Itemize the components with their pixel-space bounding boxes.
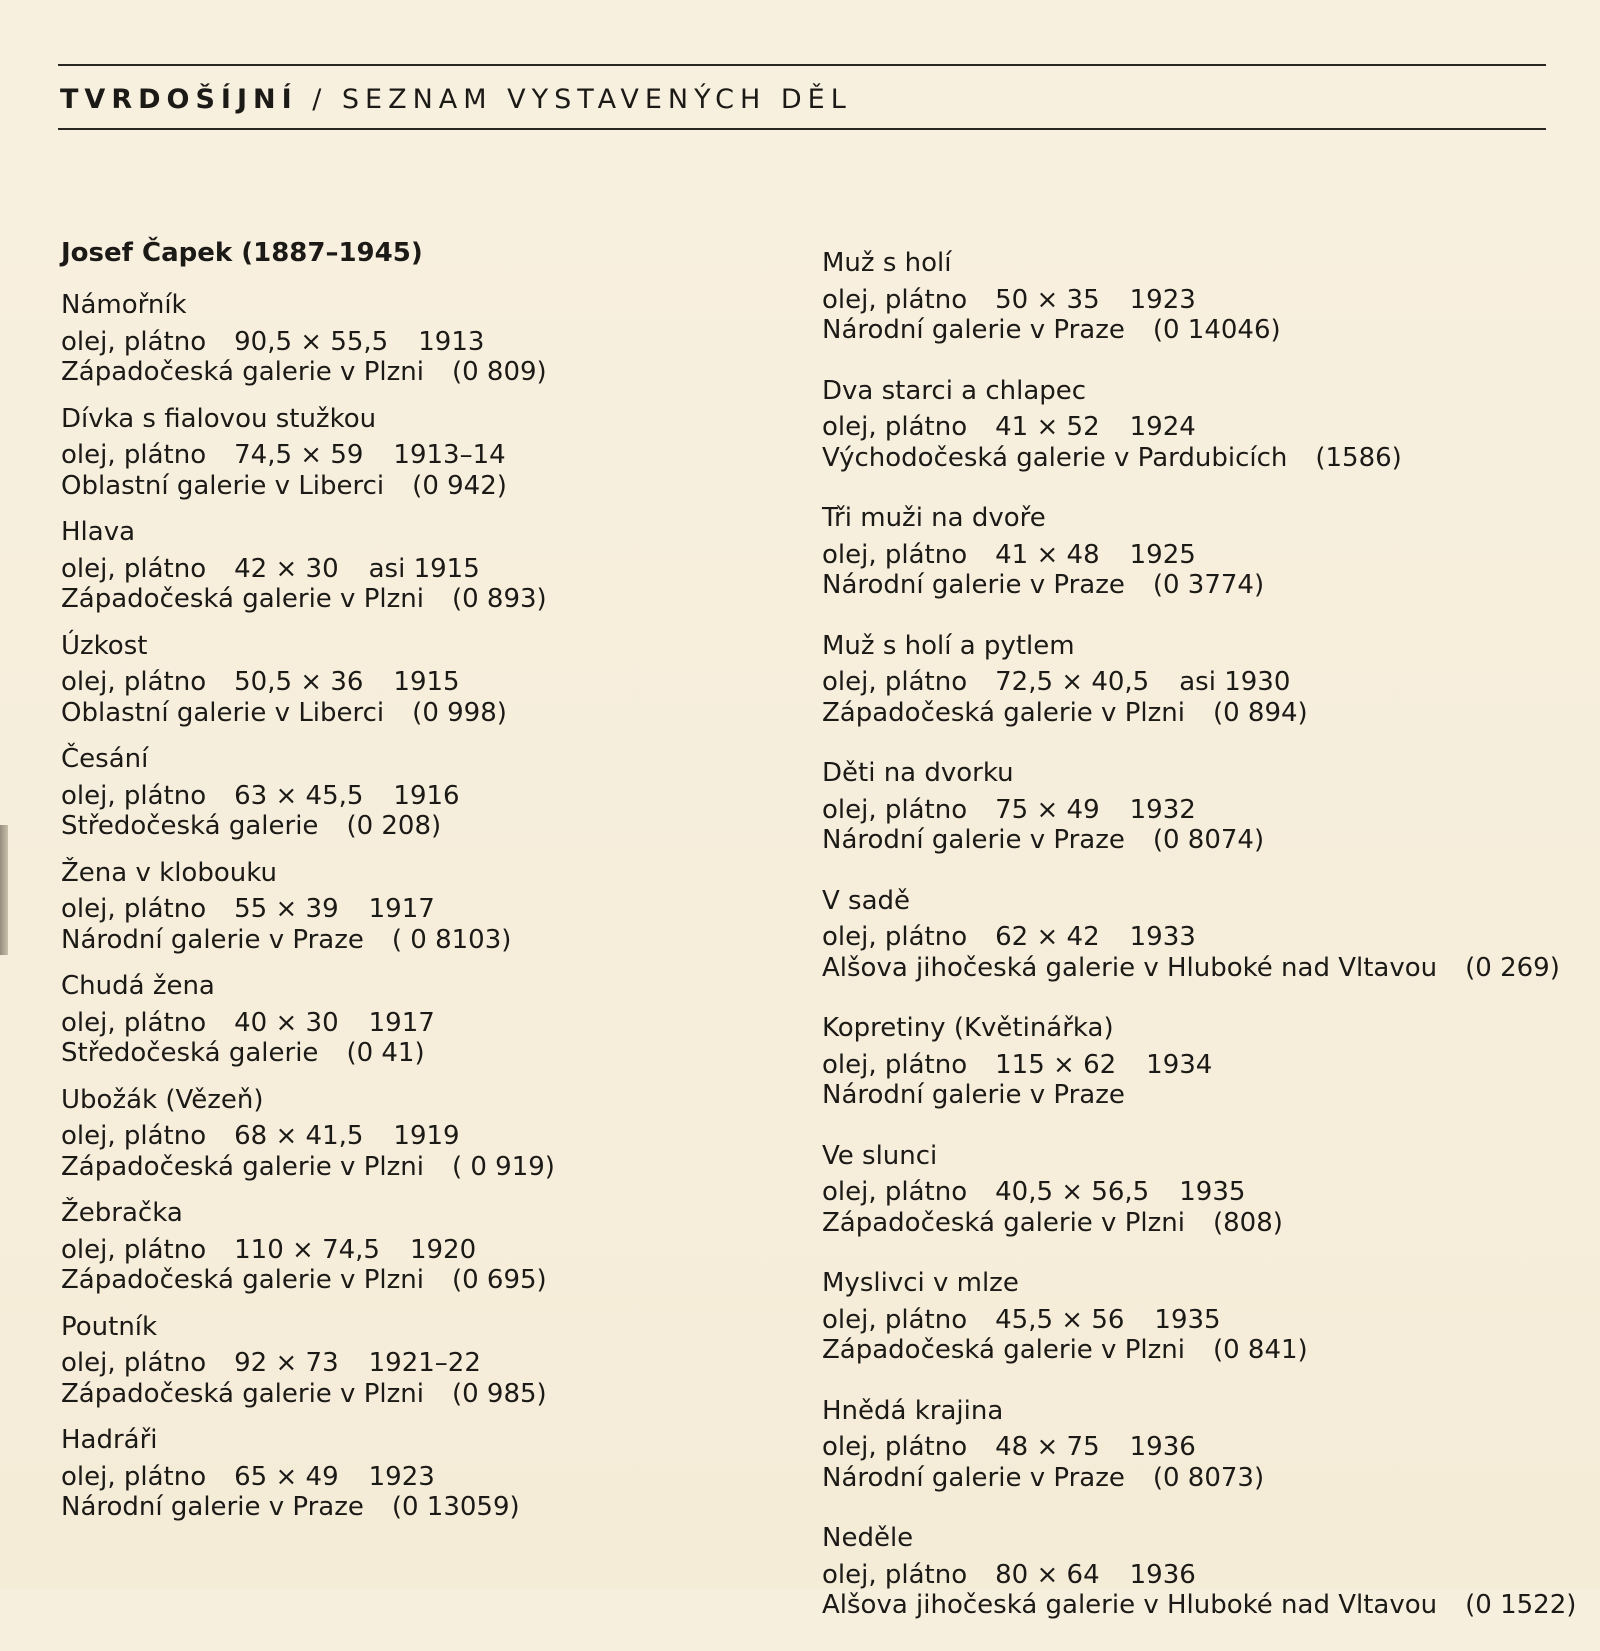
artwork-medium: olej, plátno [822, 412, 968, 442]
artwork-details [61, 1348, 791, 1379]
artwork-details [61, 554, 791, 585]
artwork-inventory-number: ( 0 8103) [391, 924, 512, 955]
artwork-collection: Oblastní galerie v Liberci [61, 470, 385, 501]
artwork-title: Úzkost [61, 630, 148, 661]
artwork-title: Žebračka [61, 1198, 183, 1228]
artwork-collection: Západočeská galerie v Plzni [61, 357, 424, 387]
artwork-collection: Západočeská galerie v Plzni [822, 697, 1185, 728]
artwork-details [822, 1177, 1582, 1208]
artwork-provenance [61, 698, 791, 729]
artwork-provenance [61, 811, 791, 842]
artwork-medium: olej, plátno [822, 1432, 968, 1462]
artwork-year: asi 1930 [1179, 667, 1291, 697]
artwork-inventory-number: (0 985) [451, 1378, 547, 1409]
artwork-title: Námořník [61, 290, 187, 320]
artwork-entry [61, 971, 791, 1069]
artwork-entry [822, 1013, 1582, 1111]
artwork-dimensions: 42 × 30 [234, 553, 339, 584]
header-subtitle: / SEZNAM VYSTAVENÝCH DĚL [297, 84, 852, 115]
artwork-inventory-number: (0 998) [412, 697, 507, 728]
artwork-entry [822, 886, 1582, 984]
artwork-inventory-number: (0 942) [412, 470, 507, 501]
artwork-entry [61, 631, 791, 729]
artwork-year: 1919 [393, 1121, 460, 1151]
artwork-provenance [61, 471, 791, 502]
artwork-inventory-number: (0 13059) [391, 1492, 520, 1522]
artwork-details [822, 1050, 1582, 1081]
artwork-entry [61, 744, 791, 842]
artwork-entry [822, 376, 1582, 474]
artwork-year: 1921–22 [368, 1348, 481, 1378]
artwork-title: Tři muži na dvoře [822, 503, 1046, 533]
artwork-dimensions: 90,5 × 55,5 [234, 326, 389, 357]
artwork-dimensions: 115 × 62 [995, 1049, 1117, 1080]
artwork-medium: olej, plátno [61, 553, 207, 584]
artwork-provenance [61, 1492, 791, 1523]
artwork-details [61, 781, 791, 812]
artwork-inventory-number: (0 8074) [1152, 825, 1265, 855]
artwork-title: Kopretiny (Květinářka) [822, 1013, 1114, 1043]
artwork-year: 1936 [1129, 1432, 1196, 1462]
artwork-medium: olej, plátno [61, 780, 207, 811]
artwork-dimensions: 50,5 × 36 [234, 667, 364, 697]
artwork-details [61, 327, 791, 358]
artwork-year: 1935 [1179, 1177, 1246, 1207]
artwork-dimensions: 40,5 × 56,5 [995, 1177, 1150, 1207]
artwork-provenance [61, 357, 791, 388]
artwork-inventory-number: (0 3774) [1152, 570, 1265, 600]
header-rule-top [58, 64, 1546, 66]
artwork-inventory-number: (0 269) [1465, 952, 1560, 983]
header-rule-bottom [58, 128, 1546, 130]
artwork-provenance [822, 1463, 1582, 1494]
artwork-entry [61, 1198, 791, 1296]
artwork-entry [822, 1396, 1582, 1494]
artwork-inventory-number: (0 894) [1212, 697, 1308, 728]
artwork-medium: olej, plátno [61, 1461, 207, 1492]
artwork-title: Chudá žena [61, 971, 215, 1001]
artwork-medium: olej, plátno [61, 326, 207, 357]
artwork-medium: olej, plátno [822, 1049, 968, 1080]
artwork-inventory-number: (0 841) [1212, 1335, 1308, 1365]
artwork-details [822, 795, 1582, 826]
artwork-details [61, 1121, 791, 1152]
artwork-provenance [61, 584, 791, 615]
artwork-year: 1932 [1129, 794, 1196, 825]
artwork-dimensions: 110 × 74,5 [234, 1234, 380, 1265]
artwork-provenance [822, 1335, 1582, 1366]
artwork-title: Dívka s fialovou stužkou [61, 403, 377, 434]
artwork-provenance [61, 1379, 791, 1410]
artwork-medium: olej, plátno [61, 1234, 207, 1265]
left-column [61, 236, 791, 1539]
artwork-medium: olej, plátno [61, 894, 207, 924]
artwork-collection: Alšova jihočeská galerie v Hluboké nad Vltavou [822, 1590, 1438, 1620]
artwork-year: 1923 [1129, 284, 1196, 315]
artwork-collection: Východočeská galerie v Pardubicích [822, 442, 1288, 473]
artwork-dimensions: 48 × 75 [995, 1432, 1100, 1462]
artwork-year: 1936 [1129, 1559, 1196, 1590]
artwork-year: 1913–14 [393, 440, 506, 470]
page-header [60, 82, 852, 118]
artwork-collection: Národní galerie v Praze [61, 1492, 364, 1522]
artwork-provenance [61, 1265, 791, 1296]
artwork-dimensions: 45,5 × 56 [995, 1304, 1125, 1335]
artwork-inventory-number: (0 695) [451, 1265, 547, 1295]
artwork-entry [61, 404, 791, 502]
artwork-dimensions: 63 × 45,5 [234, 780, 364, 811]
artwork-title: Hadráři [61, 1425, 158, 1455]
artwork-details [822, 922, 1582, 953]
artwork-dimensions: 62 × 42 [995, 922, 1100, 952]
artwork-dimensions: 40 × 30 [234, 1007, 339, 1038]
artwork-medium: olej, plátno [61, 1121, 207, 1151]
artwork-title: Hlava [61, 517, 136, 547]
artwork-inventory-number: (0 809) [451, 357, 547, 387]
artwork-year: 1916 [393, 780, 460, 811]
artwork-provenance [61, 1152, 791, 1183]
artwork-details [61, 1462, 791, 1493]
right-works-list [822, 248, 1582, 1621]
header-group-name: TVRDOŠÍJNÍ [60, 84, 298, 115]
artwork-entry [822, 758, 1582, 856]
artwork-medium: olej, plátno [822, 539, 968, 570]
artwork-entry [61, 1312, 791, 1410]
artwork-dimensions: 75 × 49 [995, 794, 1100, 825]
artwork-medium: olej, plátno [822, 284, 968, 315]
artwork-entry [822, 1141, 1582, 1239]
artwork-inventory-number: (0 208) [346, 811, 442, 841]
artwork-collection: Západočeská galerie v Plzni [61, 1151, 424, 1182]
artwork-entry [822, 631, 1582, 729]
artwork-title: Dva starci a chlapec [822, 375, 1087, 406]
artwork-medium: olej, plátno [61, 1348, 207, 1378]
artwork-year: 1923 [368, 1461, 435, 1492]
artwork-details [61, 1008, 791, 1039]
artwork-medium: olej, plátno [822, 922, 968, 952]
artwork-medium: olej, plátno [61, 667, 207, 697]
artwork-inventory-number: ( 0 919) [451, 1151, 555, 1182]
artwork-year: asi 1915 [368, 553, 480, 584]
artwork-provenance [822, 1208, 1582, 1239]
artwork-title: V sadě [822, 885, 911, 916]
artwork-details [61, 894, 791, 925]
artwork-collection: Západočeská galerie v Plzni [822, 1207, 1185, 1238]
artwork-medium: olej, plátno [822, 1559, 968, 1590]
artwork-collection: Národní galerie v Praze [822, 825, 1125, 855]
artwork-entry [822, 503, 1582, 601]
artwork-inventory-number: (0 14046) [1152, 315, 1281, 345]
artwork-year: 1917 [368, 894, 435, 924]
artwork-entry [822, 1523, 1582, 1621]
artwork-inventory-number: (0 1522) [1465, 1590, 1577, 1620]
artwork-inventory-number: (1586) [1315, 442, 1402, 473]
artwork-details [822, 285, 1582, 316]
artwork-provenance [822, 443, 1582, 474]
artwork-dimensions: 65 × 49 [234, 1461, 339, 1492]
artwork-details [822, 540, 1582, 571]
artwork-title: Neděle [822, 1523, 914, 1553]
artwork-inventory-number: (0 41) [346, 1038, 425, 1068]
artwork-collection: Národní galerie v Praze [822, 1080, 1125, 1110]
artwork-entry [822, 248, 1582, 346]
artwork-provenance [822, 570, 1582, 601]
artwork-details [61, 1235, 791, 1266]
binding-edge-shadow [0, 825, 8, 955]
artwork-title: Ubožák (Vězeň) [61, 1084, 264, 1115]
artwork-dimensions: 74,5 × 59 [234, 440, 364, 470]
artwork-collection: Západočeská galerie v Plzni [61, 1265, 424, 1295]
artwork-dimensions: 92 × 73 [234, 1348, 339, 1378]
artwork-details [61, 440, 791, 471]
artwork-title: Děti na dvorku [822, 758, 1014, 788]
left-works-list [61, 290, 791, 1523]
artwork-details [822, 1432, 1582, 1463]
artwork-collection: Západočeská galerie v Plzni [61, 1378, 424, 1409]
artwork-collection: Národní galerie v Praze [822, 315, 1125, 345]
artwork-dimensions: 50 × 35 [995, 284, 1100, 315]
artwork-title: Poutník [61, 1311, 158, 1342]
artwork-medium: olej, plátno [61, 440, 207, 470]
artwork-dimensions: 41 × 52 [995, 412, 1100, 442]
artwork-provenance [822, 825, 1582, 856]
artwork-dimensions: 55 × 39 [234, 894, 339, 924]
artwork-details [822, 667, 1582, 698]
artwork-year: 1915 [393, 667, 460, 697]
artwork-year: 1933 [1129, 922, 1196, 952]
artwork-entry [822, 1268, 1582, 1366]
artwork-title: Myslivci v mlze [822, 1268, 1019, 1298]
artwork-collection: Oblastní galerie v Liberci [61, 697, 385, 728]
artwork-provenance [822, 1080, 1582, 1111]
artwork-collection: Západočeská galerie v Plzni [822, 1335, 1185, 1365]
artwork-inventory-number: (0 8073) [1152, 1462, 1265, 1493]
artwork-provenance [61, 925, 791, 956]
artwork-provenance [822, 315, 1582, 346]
artwork-title: Muž s holí a pytlem [822, 630, 1075, 661]
artwork-inventory-number: (808) [1212, 1207, 1283, 1238]
artwork-year: 1935 [1154, 1304, 1221, 1335]
artwork-provenance [822, 953, 1582, 984]
artwork-provenance [822, 698, 1582, 729]
artwork-details [61, 667, 791, 698]
artwork-medium: olej, plátno [822, 794, 968, 825]
artwork-medium: olej, plátno [822, 1177, 968, 1207]
artwork-title: Hnědá krajina [822, 1395, 1004, 1426]
artwork-year: 1924 [1129, 412, 1196, 442]
artwork-title: Muž s holí [822, 248, 952, 278]
artwork-title: Česání [61, 744, 149, 774]
artist-heading: Josef Čapek (1887–1945) [61, 238, 423, 268]
artwork-collection: Středočeská galerie [61, 811, 319, 841]
artwork-collection: Národní galerie v Praze [822, 1462, 1125, 1493]
artwork-details [822, 412, 1582, 443]
artwork-collection: Národní galerie v Praze [61, 924, 364, 955]
artwork-provenance [822, 1590, 1582, 1621]
artwork-medium: olej, plátno [822, 667, 968, 697]
artwork-entry [61, 1425, 791, 1523]
right-column [822, 248, 1582, 1651]
artwork-title: Ve slunci [822, 1140, 938, 1171]
artwork-collection: Národní galerie v Praze [822, 570, 1125, 600]
artwork-entry [61, 517, 791, 615]
artwork-dimensions: 80 × 64 [995, 1559, 1100, 1590]
artwork-year: 1913 [418, 326, 485, 357]
artwork-title: Žena v klobouku [61, 857, 277, 888]
artwork-collection: Alšova jihočeská galerie v Hluboké nad Vltavou [822, 952, 1438, 983]
artwork-collection: Západočeská galerie v Plzni [61, 584, 424, 614]
artwork-details [822, 1305, 1582, 1336]
artwork-dimensions: 72,5 × 40,5 [995, 667, 1150, 697]
artwork-entry [61, 858, 791, 956]
artwork-details [822, 1560, 1582, 1591]
artwork-year: 1934 [1146, 1049, 1213, 1080]
artwork-inventory-number: (0 893) [451, 584, 547, 614]
artwork-provenance [61, 1038, 791, 1069]
artwork-year: 1920 [409, 1234, 477, 1265]
artwork-dimensions: 68 × 41,5 [234, 1121, 364, 1151]
artwork-year: 1917 [368, 1007, 435, 1038]
artwork-entry [61, 1085, 791, 1183]
artwork-medium: olej, plátno [61, 1007, 207, 1038]
artwork-year: 1925 [1129, 539, 1196, 570]
artwork-entry [61, 290, 791, 388]
artwork-dimensions: 41 × 48 [995, 539, 1100, 570]
artwork-collection: Středočeská galerie [61, 1038, 319, 1068]
artwork-medium: olej, plátno [822, 1304, 968, 1335]
